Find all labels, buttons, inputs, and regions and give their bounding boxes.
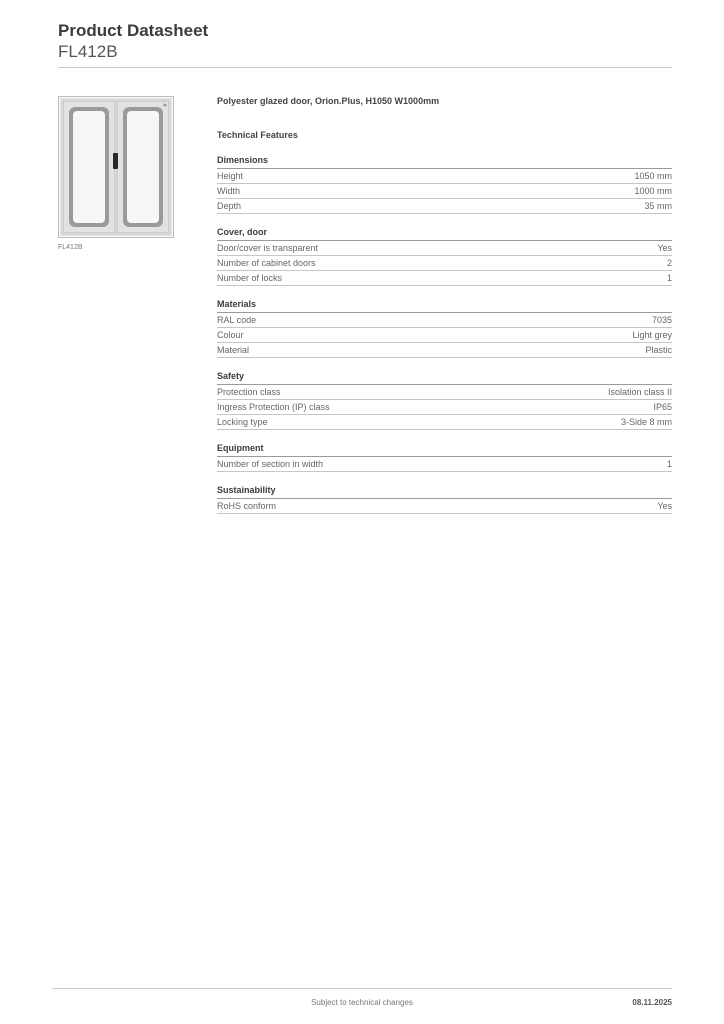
- feature-row: [217, 343, 672, 358]
- feature-value: Yes: [657, 501, 672, 511]
- feature-row: [217, 499, 672, 514]
- footer-date: 08.11.2025: [632, 998, 672, 1007]
- section-title: Cover, door: [217, 226, 672, 241]
- feature-value: Plastic: [645, 345, 672, 355]
- feature-row: [217, 415, 672, 430]
- feature-row: [217, 241, 672, 256]
- section-title: Sustainability: [217, 484, 672, 499]
- feature-label: Width: [217, 186, 241, 196]
- feature-value: 1: [666, 273, 672, 283]
- feature-value: 1050 mm: [634, 171, 672, 181]
- technical-features-title: Technical Features: [217, 130, 298, 140]
- feature-value: 1000 mm: [634, 186, 672, 196]
- feature-label: Number of section in width: [217, 459, 324, 469]
- section-title: Equipment: [217, 442, 672, 457]
- page-header: [58, 20, 208, 62]
- feature-value: 3-Side 8 mm: [620, 417, 672, 427]
- feature-label: Protection class: [217, 387, 281, 397]
- feature-section: [217, 370, 672, 430]
- feature-section: [217, 442, 672, 472]
- feature-value: 35 mm: [644, 201, 672, 211]
- feature-section: [217, 226, 672, 286]
- feature-label: Locking type: [217, 417, 268, 427]
- feature-label: Ingress Protection (IP) class: [217, 402, 330, 412]
- features-content: [217, 94, 672, 514]
- feature-sections: [217, 154, 672, 514]
- section-title: Materials: [217, 298, 672, 313]
- section-title: Dimensions: [217, 154, 672, 169]
- feature-value: IP65: [653, 402, 672, 412]
- product-image: [58, 96, 174, 238]
- feature-section: [217, 484, 672, 514]
- feature-label: Number of locks: [217, 273, 283, 283]
- feature-value: Light grey: [632, 330, 672, 340]
- feature-value: Yes: [657, 243, 672, 253]
- feature-row: [217, 169, 672, 184]
- header-divider: [58, 67, 672, 68]
- feature-label: Depth: [217, 201, 242, 211]
- feature-row: [217, 199, 672, 214]
- feature-row: [217, 328, 672, 343]
- feature-label: RAL code: [217, 315, 257, 325]
- feature-row: [217, 256, 672, 271]
- feature-row: [217, 184, 672, 199]
- feature-row: [217, 400, 672, 415]
- image-caption: FL412B: [58, 244, 83, 251]
- feature-value: 1: [666, 459, 672, 469]
- feature-row: [217, 271, 672, 286]
- feature-label: Door/cover is transparent: [217, 243, 319, 253]
- page-title: Product Datasheet: [58, 21, 209, 40]
- feature-row: [217, 313, 672, 328]
- section-title: Safety: [217, 370, 672, 385]
- feature-section: [217, 298, 672, 358]
- product-code: FL412B: [58, 42, 118, 61]
- feature-section: [217, 154, 672, 214]
- feature-row: [217, 385, 672, 400]
- feature-label: Colour: [217, 330, 244, 340]
- feature-label: Number of cabinet doors: [217, 258, 316, 268]
- feature-row: [217, 457, 672, 472]
- feature-label: Height: [217, 171, 244, 181]
- feature-value: 2: [666, 258, 672, 268]
- glazed-door-icon: [59, 97, 173, 237]
- feature-value: Isolation class II: [607, 387, 672, 397]
- feature-label: Material: [217, 345, 250, 355]
- feature-value: 7035: [651, 315, 672, 325]
- product-description: Polyester glazed door, Orion.Plus, H1050 W1000mm: [217, 96, 440, 106]
- footer-note: Subject to technical changes: [311, 998, 413, 1007]
- feature-label: RoHS conform: [217, 501, 277, 511]
- footer-divider: [52, 988, 672, 989]
